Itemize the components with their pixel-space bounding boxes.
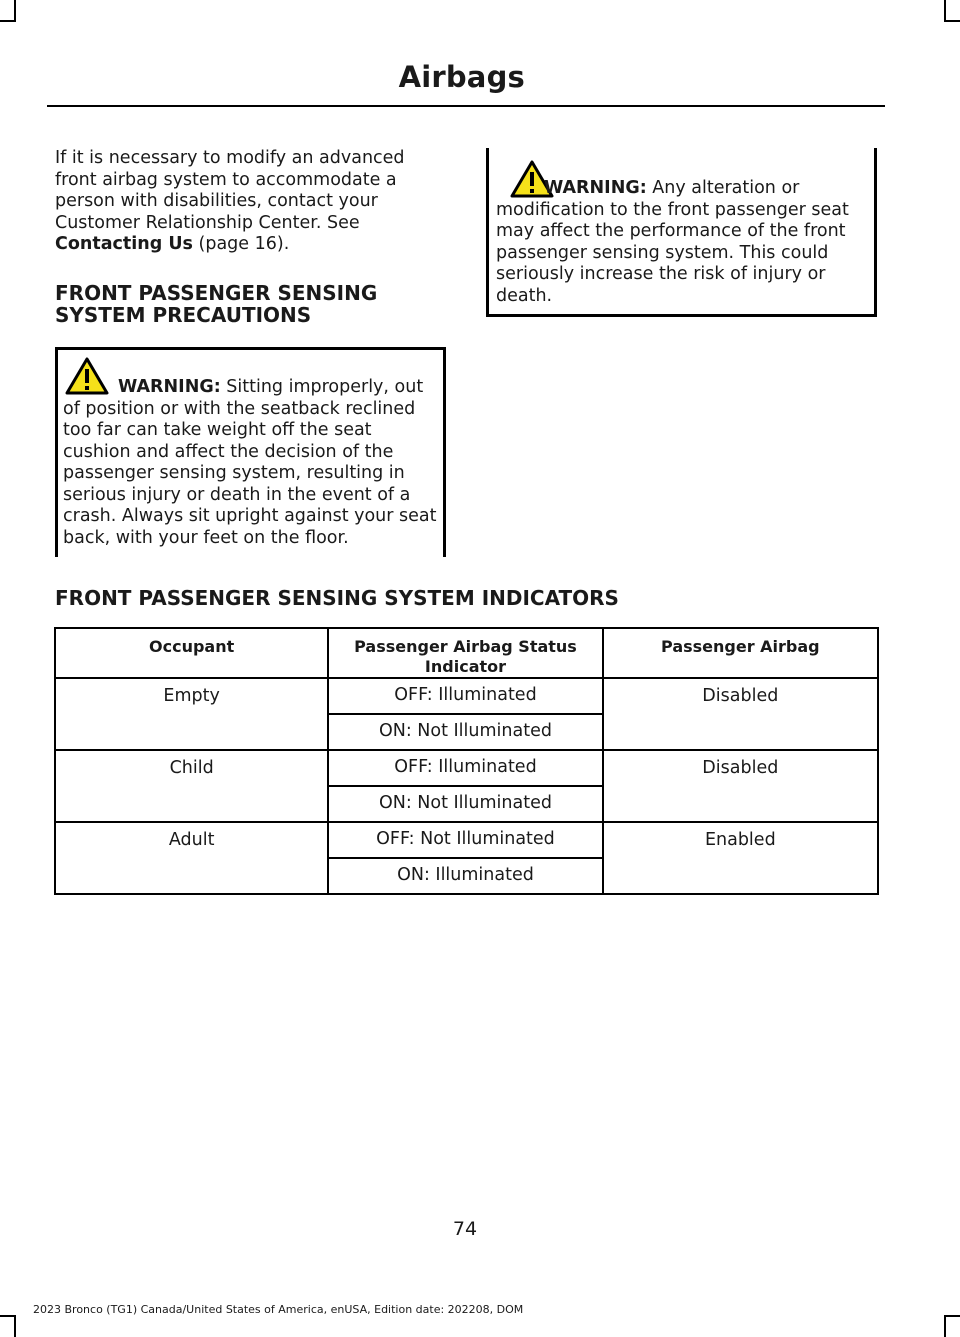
occupant-cell: Adult (55, 822, 328, 894)
occupant-cell: Child (55, 750, 328, 822)
column-header-passenger-airbag: Passenger Airbag (603, 628, 878, 678)
status-cell: OFF: Not Illuminated (328, 822, 602, 858)
header-divider (47, 105, 885, 107)
crop-mark (944, 20, 960, 22)
crop-mark (944, 1315, 960, 1317)
contacting-us-link[interactable]: Contacting Us (55, 234, 193, 254)
crop-mark (944, 1315, 946, 1337)
warning-body: Sitting improperly, out of position or with the seatback reclined too far can take weight off the seat cushion and affect the decision of the passenger sensing system, resulting in serious injury or death in the event of a crash. Always sit upright against your seat back, with your feet on the floor. (63, 377, 437, 548)
warning-text (496, 178, 876, 307)
airbag-cell: Enabled (603, 822, 878, 894)
airbag-cell: Disabled (603, 750, 878, 822)
warning-label: WARNING: (118, 377, 221, 397)
crop-mark (14, 1315, 16, 1337)
status-cell: OFF: Illuminated (328, 750, 602, 786)
occupant-cell: Empty (55, 678, 328, 750)
column-header-occupant: Occupant (55, 628, 328, 678)
warning-box-seating (55, 347, 446, 557)
crop-mark (0, 1315, 16, 1317)
page-number: 74 (452, 1218, 478, 1240)
indicators-table (54, 627, 879, 895)
indicators-heading: FRONT PASSENGER SENSING SYSTEM INDICATORS (55, 586, 619, 610)
crop-mark (944, 0, 946, 22)
table-row (55, 822, 878, 858)
warning-body: Any alteration or modification to the front passenger seat may affect the performance of the front passenger sensing system. This could seriously increase the risk of injury or death. (496, 178, 849, 306)
footer-edition-info: 2023 Bronco (TG1) Canada/United States of America, enUSA, Edition date: 202208, DOM (33, 1303, 524, 1316)
page-title: Airbags (398, 60, 525, 94)
warning-text (63, 377, 443, 549)
table-row (55, 750, 878, 786)
status-cell: ON: Illuminated (328, 858, 602, 894)
crop-mark (14, 0, 16, 22)
status-cell: ON: Not Illuminated (328, 786, 602, 822)
table-row (55, 678, 878, 714)
warning-box-seat-modification (486, 148, 877, 317)
page-reference: (page 16). (192, 234, 290, 254)
column-header-status-indicator: Passenger Airbag Status Indicator (328, 628, 602, 678)
status-cell: ON: Not Illuminated (328, 714, 602, 750)
warning-label: WARNING: (544, 178, 647, 198)
intro-paragraph (55, 148, 445, 256)
intro-text: If it is necessary to modify an advanced front airbag system to accommodate a person with disabilities, contact your Customer Relationship Center. See (55, 148, 405, 233)
airbag-cell: Disabled (603, 678, 878, 750)
precautions-heading: FRONT PASSENGER SENSING SYSTEM PRECAUTIONS (55, 281, 378, 327)
status-cell: OFF: Illuminated (328, 678, 602, 714)
crop-mark (0, 20, 16, 22)
table-header-row (55, 628, 878, 678)
